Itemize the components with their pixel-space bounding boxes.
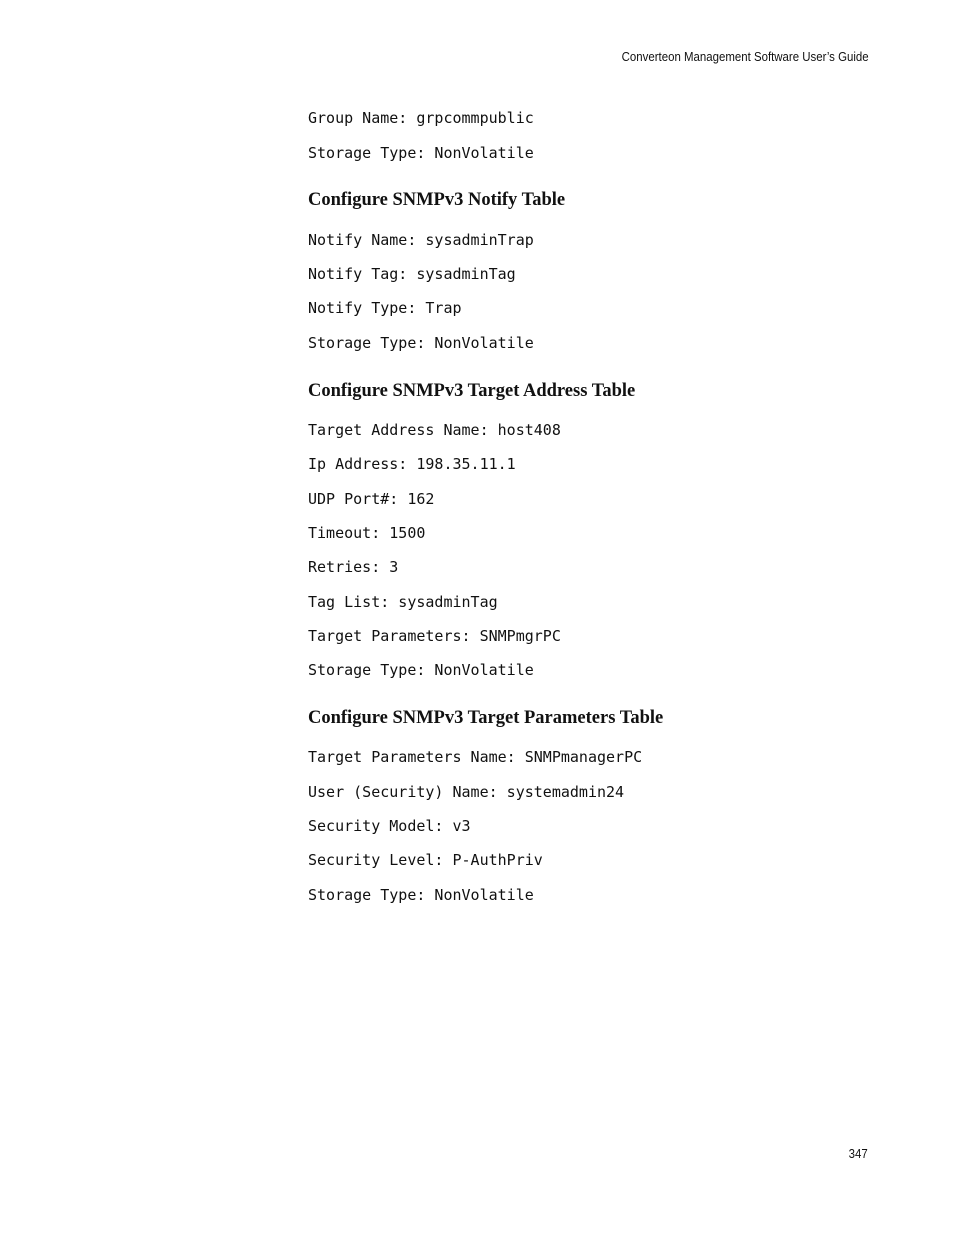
code-line-security-model: Security Model: v3 xyxy=(308,817,471,835)
code-line-notify-tag: Notify Tag: sysadminTag xyxy=(308,265,516,283)
code-line-retries: Retries: 3 xyxy=(308,558,399,576)
code-line-ip-address: Ip Address: 198.35.11.1 xyxy=(308,455,516,473)
code-line-notify-type: Notify Type: Trap xyxy=(308,299,462,317)
code-line-security-level: Security Level: P-AuthPriv xyxy=(308,851,543,869)
code-line-udp-port: UDP Port#: 162 xyxy=(308,490,435,508)
code-line-timeout: Timeout: 1500 xyxy=(308,524,426,542)
code-line-user-security-name: User (Security) Name: systemadmin24 xyxy=(308,783,625,801)
code-line-target-parameters: Target Parameters: SNMPmgrPC xyxy=(308,627,561,645)
code-line-target-parameters-name: Target Parameters Name: SNMPmanagerPC xyxy=(308,748,643,766)
code-line-storage-type: Storage Type: NonVolatile xyxy=(308,886,534,904)
code-line-tag-list: Tag List: sysadminTag xyxy=(308,593,498,611)
code-line-target-address-name: Target Address Name: host408 xyxy=(308,421,561,439)
code-line-notify-name: Notify Name: sysadminTrap xyxy=(308,231,534,249)
code-line-storage-type: Storage Type: NonVolatile xyxy=(308,661,534,679)
section-heading-target-address-table: Configure SNMPv3 Target Address Table xyxy=(308,381,636,401)
page-number: 347 xyxy=(848,1146,868,1161)
section-heading-target-parameters-table: Configure SNMPv3 Target Parameters Table xyxy=(308,708,664,728)
code-line-group-name: Group Name: grpcommpublic xyxy=(308,109,534,127)
section-heading-notify-table: Configure SNMPv3 Notify Table xyxy=(308,190,566,210)
running-header: Converteon Management Software User’s Guide xyxy=(622,49,869,64)
code-line-storage-type: Storage Type: NonVolatile xyxy=(308,144,534,162)
code-line-storage-type: Storage Type: NonVolatile xyxy=(308,334,534,352)
